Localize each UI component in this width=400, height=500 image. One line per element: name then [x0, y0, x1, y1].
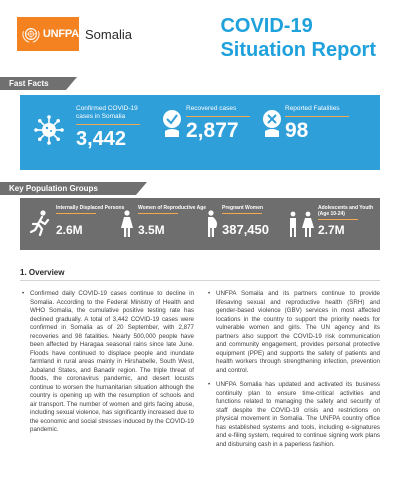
group-value: 2.7M [318, 223, 345, 237]
heading-tab [66, 77, 77, 90]
fast-facts-heading [0, 77, 66, 90]
group-rule [138, 213, 178, 214]
fact-fatalities [285, 105, 361, 142]
title-line-2: Situation Report [220, 39, 376, 61]
group-rule [318, 219, 358, 220]
fast-facts-panel [20, 95, 380, 170]
overview-right-column [208, 290, 380, 455]
fact-value: 3,442 [76, 128, 127, 150]
report-title [220, 14, 376, 62]
fact-label: Recovered cases [186, 105, 237, 112]
overview-paragraph: • UNFPA Somalia has updated and activated its business continuity plan to ensure time-critical activities and functions related to managing the safety and security of staff despite the COVID-19 crisis and restrictions on physical movement in Somalia. The UNFPA country office has established systems and tools, including e-signatures and e-filing system, required to continue signing work plans and disbursing cash in a paperless fashion. [208, 381, 380, 449]
group-label: Adolescents and Youth (Age 10-24) [318, 205, 374, 217]
group-rule [222, 213, 262, 214]
virus-icon [34, 115, 64, 145]
check-person-icon [162, 109, 182, 137]
logo-text: UNFPA [42, 28, 79, 40]
group-rule [56, 213, 96, 214]
fact-rule [186, 116, 250, 117]
youth-group-icon [286, 210, 316, 238]
country-name: Somalia [85, 26, 132, 42]
fact-recovered [186, 105, 262, 142]
overview-paragraph: • Confirmed daily COVID-19 cases continue to decline in Somalia. According to the Federal Ministry of Health and WHO Somalia, the cumulative positive testing rate has declined gradually. A total of 3,442 COVID-19 cases were confirmed in Somalia as of 20 September, with 2,877 recoveries and 98 fatalities. Nearly 500,000 people have been affected by Haragaa seasonal rains since late June. Floods have continued to displace people and inundate farmland in rural areas mainly in Hirshabelle, South West, Jubaland States, and Banadir region. The triple threat of floods, the coronavirus pandemic, and desert locusts continue to worsen the humanitarian situation although the country is opening up with the resumption of schools and air transport. The number of women and girls facing abuse, including sexual violence, has significantly increased due to the economic and social stresses induced by the COVID-19 pandemic. [22, 290, 194, 435]
title-line-1: COVID-19 [220, 15, 313, 37]
group-wra [138, 205, 208, 238]
running-person-icon [30, 210, 52, 236]
key-groups-heading-text: Key Population Groups [9, 184, 98, 193]
group-pregnant [222, 205, 292, 238]
overview-divider [20, 280, 380, 281]
pregnant-woman-icon [204, 210, 220, 238]
group-idp [56, 205, 126, 238]
x-person-icon [262, 109, 282, 137]
heading-tab [136, 182, 147, 195]
overview-left-column [22, 290, 194, 441]
fast-facts-heading-text: Fast Facts [9, 79, 49, 88]
group-value: 2.6M [56, 223, 83, 237]
fact-label: Confirmed COVID-19 cases in Somalia [76, 105, 138, 120]
fact-label: Reported Fatalities [285, 105, 340, 112]
fact-confirmed [76, 105, 152, 150]
key-groups-panel [20, 198, 380, 250]
group-youth [318, 205, 376, 238]
fact-rule [76, 124, 140, 125]
report-header [0, 0, 400, 66]
group-label: Women of Reproductive Age [138, 205, 207, 211]
fact-value: 98 [285, 119, 309, 142]
unfpa-logo [17, 17, 132, 51]
overview-paragraph: • UNFPA Somalia and its partners continue to provide lifesaving sexual and reproductive health (SRH) and gender-based violence (GBV) services in most affected locations in the country to support the priority needs for vulnerable women and girls. The UN agency and its partners also support the COVID-19 risk communication and community engagement, provides personal protective equipment (PPE) and supports the safety of patients and health workers through strengthening infection, prevention and control. [208, 290, 380, 375]
fact-value: 2,877 [186, 119, 239, 142]
group-value: 3.5M [138, 223, 165, 237]
logo-badge [17, 17, 79, 51]
group-label: Pregnant Women [222, 205, 264, 211]
group-label: Internally Displaced Persons [56, 205, 125, 211]
group-value: 387,450 [222, 222, 269, 237]
overview-heading: 1. Overview [20, 268, 65, 277]
un-emblem-icon [21, 23, 41, 45]
woman-icon [120, 210, 134, 238]
key-groups-heading [0, 182, 136, 195]
fact-rule [285, 116, 349, 117]
